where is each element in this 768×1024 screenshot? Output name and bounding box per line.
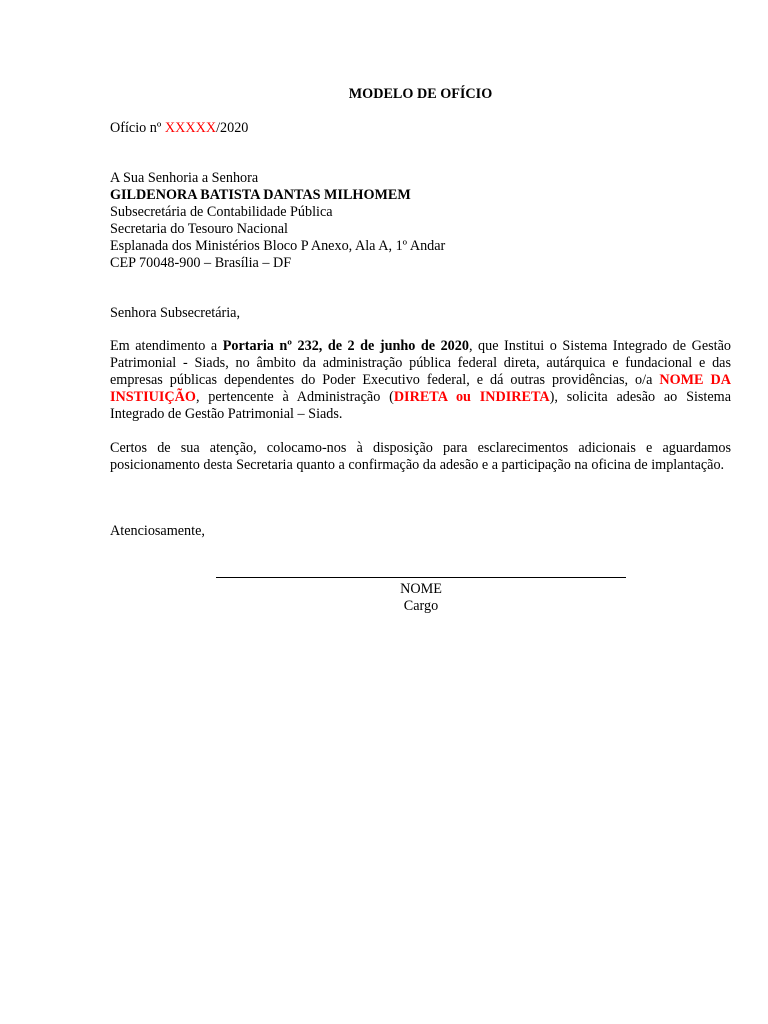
portaria-reference: Portaria nº 232, de 2 de junho de 2020 [222,338,469,354]
para1-text-4: ), solicita adesão ao Sistema Integrado de Gestão Patrimonial – Siads. [110,389,731,422]
letter-page [110,0,731,1024]
oficio-year: /2020 [216,120,249,136]
para1-text-3: , pertencente à Administração ( [195,389,394,405]
signature-block [216,577,626,615]
administration-type-placeholder: DIRETA ou INDIRETA [393,389,550,405]
recipient-department: Subsecretária de Contabilidade Pública [110,204,333,220]
salutation: Senhora Subsecretária, [110,305,241,321]
para1-text-2: , que Institui o Sistema Integrado de Gestão Patrimonial - Siads, no âmbito da administração pública federal direta, autárquica e fundacional e das empresas públicas dependentes do Poder Executivo federal, e dá outras providências, o/a [110,338,731,388]
recipient-name: GILDENORA BATISTA DANTAS MILHOMEM [110,187,411,203]
recipient-secretariat: Secretaria do Tesouro Nacional [110,221,288,237]
oficio-number [110,120,248,137]
oficio-placeholder: XXXXX [164,120,217,136]
signature-line [216,577,626,578]
para1-text-1: Em atendimento a [110,338,223,354]
oficio-prefix: Ofício nº [110,120,165,136]
institution-name-placeholder: NOME DA INSTIUIÇÃO [110,372,731,405]
signatory-role: Cargo [403,598,439,614]
body-paragraph-request [110,338,731,423]
recipient-block [110,170,445,272]
recipient-address: Esplanada dos Ministérios Bloco P Anexo, Ala A, 1º Andar [110,238,446,254]
signatory-name: NOME [400,581,442,597]
body-paragraph-closing: Certos de sua atenção, colocamo-nos à disposição para esclarecimentos adicionais e aguardamos posicionamento desta Secretaria quanto a confirmação da adesão e a participação na oficina de implantação. [110,440,731,473]
recipient-greeting: A Sua Senhoria a Senhora [110,170,259,186]
closing-phrase: Atenciosamente, [110,523,205,539]
document-title: MODELO DE OFÍCIO [348,86,493,102]
recipient-postal-code: CEP 70048-900 – Brasília – DF [110,255,292,271]
